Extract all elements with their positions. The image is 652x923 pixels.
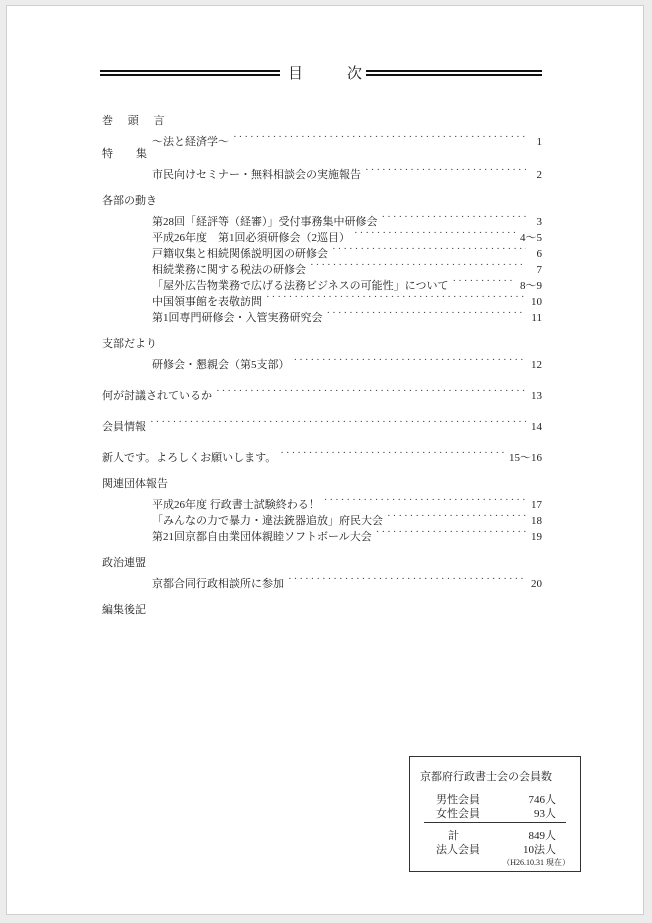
- toc-entry-page: 6: [536, 248, 542, 260]
- member-count-note: （H26.10.31 現在）: [502, 858, 570, 867]
- toc-section: [102, 602, 542, 618]
- table-of-contents: [102, 113, 542, 633]
- toc-section-heading: 巻 頭 言: [102, 115, 171, 127]
- toc-entry-page: 1: [536, 136, 542, 148]
- toc-dot-leader: [376, 524, 526, 540]
- toc-title-bar: [100, 64, 542, 88]
- toc-entry[interactable]: [102, 414, 542, 433]
- member-row-value: 746人: [528, 794, 556, 806]
- toc-dot-leader: [216, 383, 526, 399]
- toc-entry-page: 11: [531, 312, 542, 324]
- toc-entry-page: 18: [531, 515, 542, 527]
- toc-section-heading: 支部だより: [102, 338, 157, 350]
- toc-entry[interactable]: [102, 445, 542, 464]
- toc-entry-title: 戸籍収集と相続関係説明図の研修会: [152, 248, 328, 260]
- toc-dot-leader: [280, 445, 505, 461]
- title-rule-left: [100, 70, 280, 76]
- toc-section: [102, 383, 542, 402]
- toc-entry[interactable]: [102, 162, 542, 181]
- member-row-label: 計: [448, 830, 459, 842]
- toc-title-char-1: 目: [288, 66, 304, 82]
- toc-entry-page: 3: [536, 216, 542, 228]
- toc-entry-title: 会員情報: [102, 421, 146, 433]
- member-row-label: 女性会員: [436, 808, 480, 820]
- toc-entry[interactable]: [102, 209, 542, 228]
- member-count-title: 京都府行政書士会の会員数: [420, 771, 552, 783]
- toc-dot-leader: [452, 273, 516, 289]
- member-row-female: [436, 805, 556, 821]
- toc-entry-page: 4～5: [520, 232, 542, 244]
- toc-entry-title: 市民向けセミナー・無料相談会の実施報告: [152, 169, 361, 181]
- toc-entry[interactable]: [102, 352, 542, 371]
- toc-entry-page: 10: [531, 296, 542, 308]
- toc-dot-leader: [310, 257, 526, 273]
- toc-entry-page: 14: [531, 421, 542, 433]
- toc-dot-leader: [365, 162, 526, 178]
- toc-entry-page: 2: [536, 169, 542, 181]
- toc-entry-title: 第28回「経評等（経審）」受付事務集中研修会: [152, 216, 378, 228]
- toc-entry[interactable]: [102, 571, 542, 590]
- toc-dot-leader: [387, 508, 526, 524]
- toc-section: [102, 476, 542, 543]
- toc-section: [102, 555, 542, 590]
- toc-entry-title: 何が討議されているか: [102, 390, 212, 402]
- member-row-value: 93人: [534, 808, 556, 820]
- toc-dot-leader: [233, 129, 526, 145]
- toc-title-char-2: 次: [346, 66, 362, 82]
- member-row-label: 男性会員: [436, 794, 480, 806]
- title-rule-right: [366, 70, 542, 76]
- toc-entry-title: 「屋外広告物業務で広げる法務ビジネスの可能性」について: [152, 280, 449, 292]
- member-box-divider: [424, 822, 566, 823]
- toc-section-heading: 編集後記: [102, 604, 146, 616]
- toc-section: [102, 146, 542, 181]
- toc-entry[interactable]: [102, 492, 542, 511]
- toc-section: [102, 336, 542, 371]
- toc-entry-page: 7: [536, 264, 542, 276]
- toc-title: [288, 62, 362, 83]
- toc-entry-page: 19: [531, 531, 542, 543]
- toc-section-heading: 特 集: [102, 148, 153, 160]
- toc-entry-title: 新人です。よろしくお願いします。: [102, 452, 277, 464]
- toc-entry-title: 中国領事館を表敬訪問: [152, 296, 262, 308]
- member-row-value: 10法人: [523, 844, 556, 856]
- member-row-label: 法人会員: [436, 844, 480, 856]
- toc-section-heading: 政治連盟: [102, 557, 146, 569]
- toc-entry[interactable]: [102, 129, 542, 148]
- toc-entry-title: 研修会・懇親会（第5支部）: [152, 359, 290, 371]
- toc-entry-title: 「みんなの力で暴力・違法銃器追放」府民大会: [152, 515, 383, 527]
- toc-dot-leader: [294, 352, 527, 368]
- toc-entry-page: 13: [531, 390, 542, 402]
- toc-entry-title: 第1回専門研修会・入管実務研究会: [152, 312, 323, 324]
- toc-entry-page: 20: [531, 578, 542, 590]
- toc-dot-leader: [266, 289, 526, 305]
- toc-section-heading: 各部の動き: [102, 195, 157, 207]
- member-row-corporate: [436, 841, 556, 857]
- toc-entry-title: 相続業務に関する税法の研修会: [152, 264, 306, 276]
- toc-dot-leader: [332, 241, 526, 257]
- toc-entry-page: 8～9: [520, 280, 542, 292]
- toc-section: [102, 193, 542, 324]
- toc-dot-leader: [150, 414, 526, 430]
- toc-entry-title: 京都合同行政相談所に参加: [152, 578, 284, 590]
- toc-entry-page: 17: [531, 499, 542, 511]
- toc-section-heading: 関連団体報告: [102, 478, 168, 490]
- toc-section: [102, 445, 542, 464]
- toc-section: [102, 414, 542, 433]
- member-count-box: [409, 756, 581, 872]
- document-page: [6, 5, 644, 915]
- toc-entry-title: 平成26年度 行政書士試験終わる！: [152, 499, 320, 511]
- toc-entry-title: ～法と経済学～: [152, 136, 229, 148]
- toc-entry-title: 第21回京都自由業団体親睦ソフトボール大会: [152, 531, 372, 543]
- member-row-value: 849人: [528, 830, 556, 842]
- toc-entry-page: 15～16: [509, 452, 542, 464]
- toc-dot-leader: [324, 492, 526, 508]
- toc-dot-leader: [354, 225, 516, 241]
- toc-dot-leader: [382, 209, 527, 225]
- toc-entry-page: 12: [531, 359, 542, 371]
- toc-entry[interactable]: [102, 383, 542, 402]
- toc-dot-leader: [327, 305, 527, 321]
- toc-section: [102, 113, 542, 148]
- toc-dot-leader: [288, 571, 526, 587]
- toc-entry-title: 平成26年度 第1回必須研修会（2巡目）: [152, 232, 350, 244]
